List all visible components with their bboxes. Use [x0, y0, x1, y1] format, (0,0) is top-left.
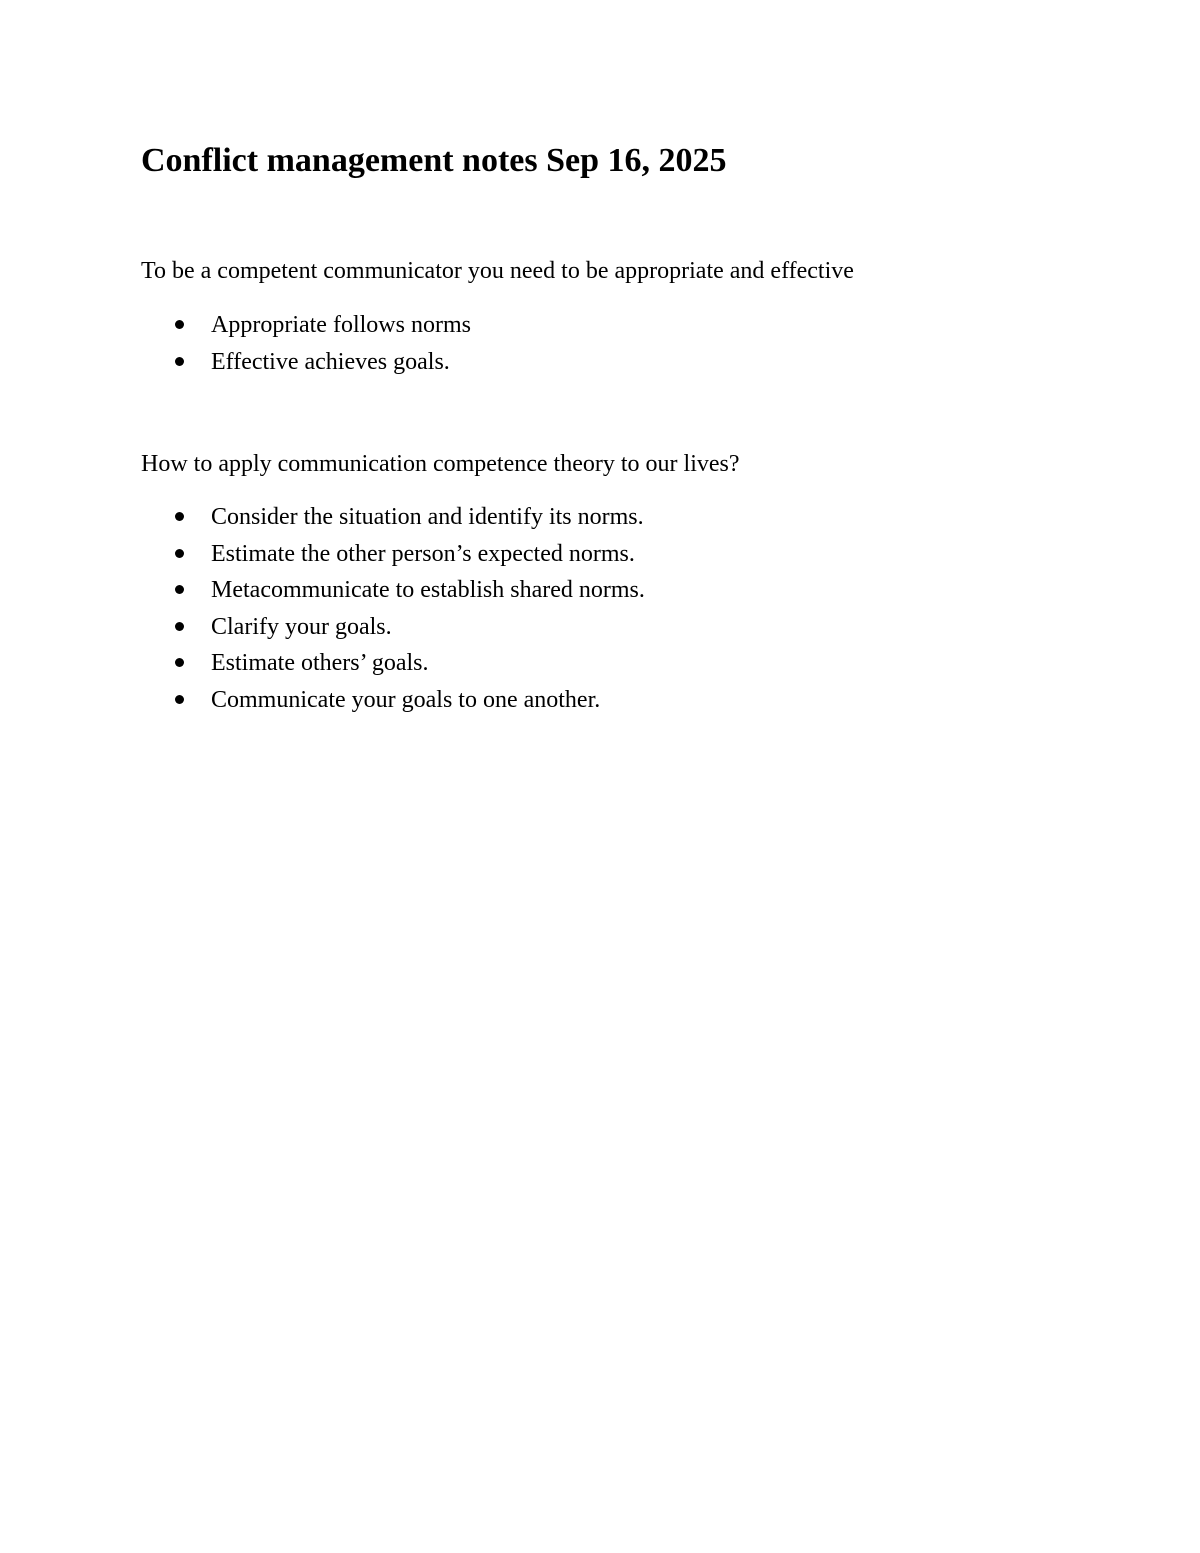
- list-item-text: Consider the situation and identify its norms.: [211, 504, 644, 530]
- bullet-icon: [175, 549, 184, 558]
- section2-intro: How to apply communication competence theory to our lives?: [141, 451, 740, 477]
- bullet-icon: [175, 695, 184, 704]
- document-title: Conflict management notes Sep 16, 2025: [141, 142, 727, 179]
- list-item-text: Appropriate follows norms: [211, 312, 471, 338]
- list-item-text: Clarify your goals.: [211, 613, 392, 640]
- bullet-icon: [175, 622, 184, 631]
- section1-intro: To be a competent communicator you need to be appropriate and effective: [141, 258, 854, 284]
- list-item-text: Effective achieves goals.: [211, 348, 450, 375]
- bullet-icon: [175, 585, 184, 594]
- bullet-icon: [175, 320, 184, 329]
- list-item-text: Metacommunicate to establish shared norms.: [211, 577, 645, 603]
- list-item-text: Estimate others’ goals.: [211, 650, 429, 676]
- bullet-icon: [175, 658, 184, 667]
- bullet-icon: [175, 357, 184, 366]
- bullet-icon: [175, 512, 184, 521]
- list-item-text: Estimate the other person’s expected norms.: [211, 540, 635, 567]
- list-item-text: Communicate your goals to one another.: [211, 686, 601, 713]
